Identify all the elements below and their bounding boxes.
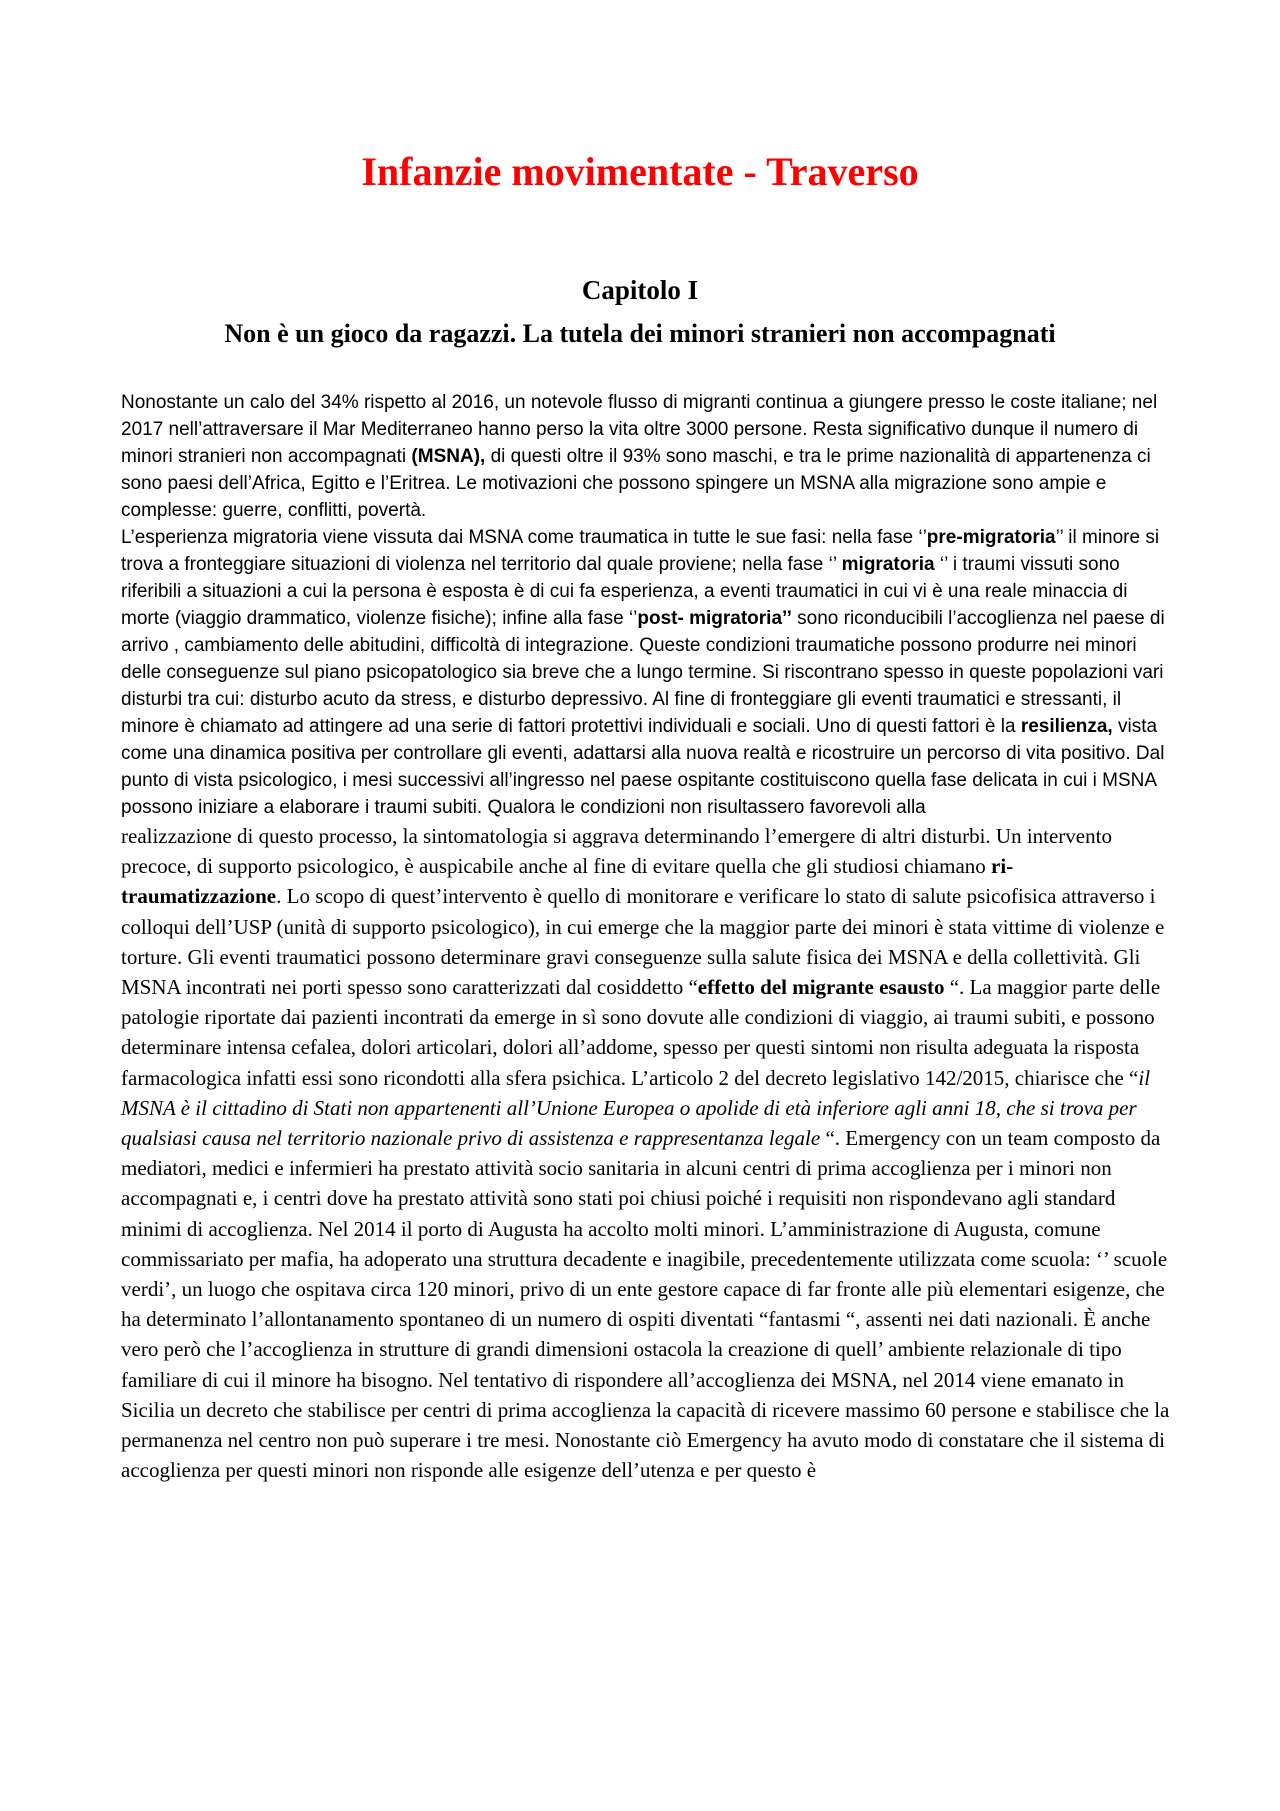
text-run: ’’ il minore si trova a fronteggiare situazioni di violenza nel territorio dal quale proviene; nella fase ‘’: [121, 527, 1160, 575]
bold-term-post-migratoria: post- migratoria’’: [637, 608, 792, 629]
bold-term-migratoria: migratoria: [841, 554, 935, 575]
paragraph-migratory-experience: [121, 524, 1171, 821]
bold-term-msna: (MSNA),: [411, 446, 486, 467]
italic-legal-quote: il MSNA è il cittadino di Stati non appartenenti all’Unione Europea o apolide di età inferiore agli anni 18, che si trova per qualsiasi causa nel territorio nazionale privo di assistenza e rappresentanza legale: [121, 1065, 1151, 1151]
text-run: Nonostante un calo del 34% rispetto al 2016, un notevole flusso di migranti continua a giungere presso le coste italiane; nel 2017 nell’attraversare il Mar Mediterraneo hanno perso la vita oltre 3000 persone. Resta significativo dunque il numero di minori stranieri non accompagnati: [121, 392, 1158, 467]
bold-term-pre-migratoria: pre-migratoria: [926, 527, 1056, 548]
text-run: realizzazione di questo processo, la sintomatologia si aggrava determinando l’emergere di altri disturbi. Un intervento precoce, di supporto psicologico, è auspicabile anche al fine di evitare quella che gli studiosi chiamano: [121, 824, 1112, 879]
bold-term-ri-traumatizzazione: ri-traumatizzazione: [121, 854, 1014, 909]
text-run: . Lo scopo di quest’intervento è quello di monitorare e verificare lo stato di salute psicofisica attraverso i colloqui dell’USP (unità di supporto psicologico), in cui emerge che la maggior parte dei minori è stata vittime di violenze e torture. Gli eventi traumatici possono determinare gravi conseguenze sulla salute fisica dei MSNA e della collettività. Gli MSNA incontrati nei porti spesso sono caratterizzati dal cosiddetto “: [121, 884, 1165, 1000]
chapter-subtitle: Non è un gioco da ragazzi. La tutela dei minori stranieri non accompagnati: [224, 319, 1056, 348]
document-title: Infanzie movimentate - Traverso: [361, 149, 919, 194]
paragraph-intro: [121, 389, 1171, 524]
text-run: vista come una dinamica positiva per controllare gli eventi, adattarsi alla nuova realtà e ricostruire un percorso di vita positivo. Dal punto di vista psicologico, i mesi successivi all’ingresso nel paese ospitante costituiscono quella fase delicata in cui i MSNA possono iniziare a elaborare i traumi subiti. Qualora le condizioni non risultassero favorevoli alla: [121, 716, 1165, 818]
bold-term-resilienza: resilienza,: [1020, 716, 1113, 737]
body-text: [121, 389, 1171, 1485]
text-run: “. La maggior parte delle patologie riportate dai pazienti incontrati da emerge in sì sono dovute alle condizioni di viaggio, ai traumi subiti, e possono determinare intensa cefalea, dolori articolari, dolori all’addome, spesso per questi sintomi non risulta adeguata la risposta farmacologica infatti essi sono ricondotti alla sfera psichica. L’articolo 2 del decreto legislativo 142/2015, chiarisce che “: [121, 975, 1161, 1090]
text-run: ‘’ i traumi vissuti sono riferibili a situazioni a cui la persona è esposta è di cui fa esperienza, a eventi traumatici in cui vi è una reale minaccia di morte (viaggio drammatico, violenze fisiche); infine alla fase ‘’: [121, 554, 1128, 629]
text-run: L’esperienza migratoria viene vissuta dai MSNA come traumatica in tutte le sue fasi: nella fase ‘’: [121, 527, 927, 548]
text-run: sono riconducibili l’accoglienza nel paese di arrivo , cambiamento delle abitudini, difficoltà di integrazione. Queste condizioni traumatiche possono produrre nei minori delle conseguenze sul piano psicopatologico sia breve che a lungo termine. Si riscontrano spesso in queste popolazioni vari disturbi tra cui: disturbo acuto da stress, e disturbo depressivo. Al fine di fronteggiare gli eventi traumatici e stressanti, il minore è chiamato ad attingere ad una serie di fattori protettivi individuali e sociali. Uno di questi fattori è la: [121, 608, 1165, 737]
text-run: “. Emergency con un team composto da mediatori, medici e infermieri ha prestato attività socio sanitaria in alcuni centri di prima accoglienza per i minori non accompagnati e, i centri dove ha prestato attività sono stati poi chiusi poiché i requisiti non rispondevano agli standard minimi di accoglienza. Nel 2014 il porto di Augusta ha accolto molti minori. L’amministrazione di Augusta, comune commissariato per mafia, ha adoperato una struttura decadente e inagibile, precedentemente utilizzata come scuola: ‘’ scuole verdi’, un luogo che ospitava circa 120 minori, privo di un ente gestore capace di far fronte alle più elementari esigenze, che ha determinato l’allontanamento spontaneo di un numero di ospiti diventati “fantasmi “, assenti nei dati nazionali. È anche vero però che l’accoglienza in strutture di grandi dimensioni ostacola la creazione di quell’ ambiente relazionale di tipo familiare di cui il minore ha bisogno. Nel tentativo di rispondere all’accoglienza dei MSNA, nel 2014 viene emanato in Sicilia un decreto che stabilisce per centri di prima accoglienza la capacità di ricevere massimo 60 persone e stabilisce che la permanenza nel centro non può superare i tre mesi. Nonostante ciò Emergency ha avuto modo di constatare che il sistema di accoglienza per questi minori non risponde alle esigenze dell’utenza e per questo è: [121, 1126, 1170, 1483]
bold-term-effetto-migrante: effetto del migrante esausto: [697, 975, 945, 1000]
chapter-heading: Capitolo I: [581, 275, 699, 305]
text-run: di questi oltre il 93% sono maschi, e tra le prime nazionalità di appartenenza ci sono paesi dell’Africa, Egitto e l’Eritrea. Le motivazioni che possono spingere un MSNA alla migrazione sono ampie e complesse: guerre, conflitti, povertà.: [121, 446, 1151, 521]
paragraph-intervention: [121, 821, 1171, 1485]
